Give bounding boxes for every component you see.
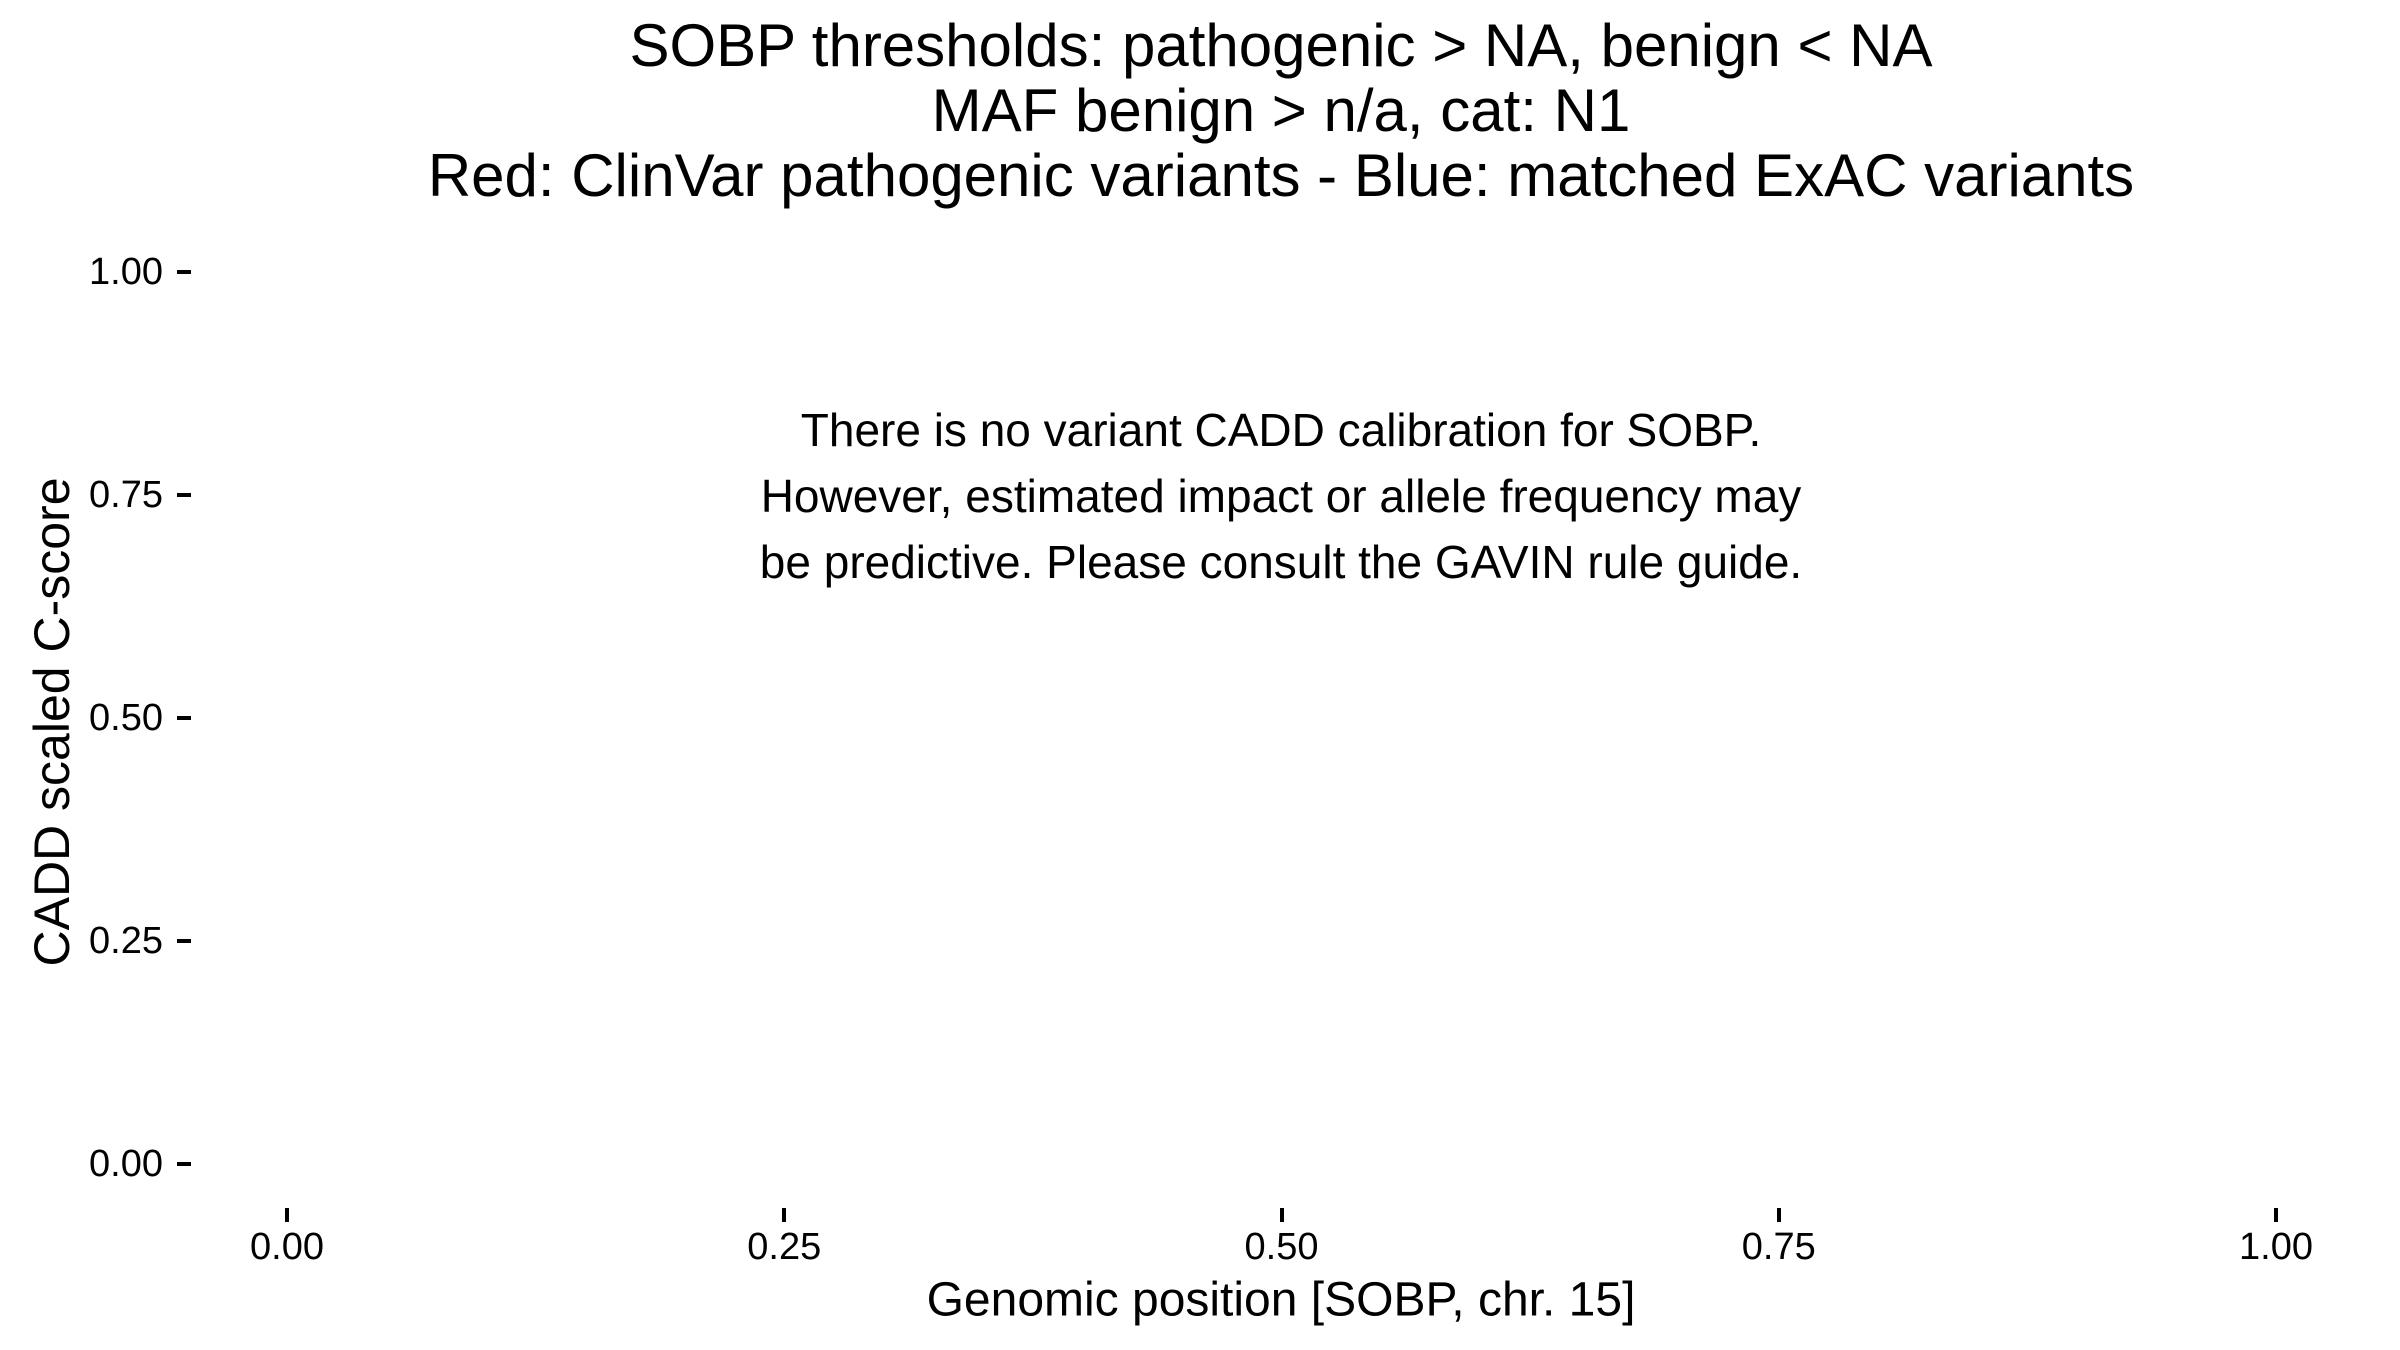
y-tick-label: 0.00 — [89, 1143, 163, 1185]
x-tick-mark — [1777, 1208, 1781, 1222]
y-tick-label: 0.25 — [89, 920, 163, 962]
y-tick-mark — [177, 716, 191, 720]
x-tick-label: 0.25 — [747, 1226, 822, 1268]
plot-panel — [187, 227, 2376, 1209]
x-tick-mark — [1280, 1208, 1284, 1222]
plot-annotation-line-1: There is no variant CADD calibration for SOBP. — [800, 404, 1762, 456]
chart-title-line-1: SOBP thresholds: pathogenic > NA, benign < NA — [629, 12, 1933, 79]
x-tick-mark — [285, 1208, 289, 1222]
y-tick-label: 0.50 — [89, 697, 163, 739]
y-axis-title: CADD scaled C-score — [24, 477, 80, 967]
x-tick-mark — [782, 1208, 786, 1222]
plot-annotation-line-3: be predictive. Please consult the GAVIN rule guide. — [759, 536, 1803, 588]
x-tick-label: 0.50 — [1244, 1226, 1319, 1268]
y-tick-mark — [177, 1162, 191, 1166]
chart-title-line-3: Red: ClinVar pathogenic variants - Blue: matched ExAC variants — [427, 142, 2135, 209]
y-tick-label: 1.00 — [89, 251, 163, 293]
chart-title — [187, 13, 2375, 208]
y-tick-mark — [177, 493, 191, 497]
plot-annotation — [187, 397, 2375, 595]
x-axis-title: Genomic position [SOBP, chr. 15] — [926, 1273, 1636, 1327]
plot-annotation-line-2: However, estimated impact or allele frequency may — [760, 470, 1802, 522]
y-tick-mark — [177, 270, 191, 274]
x-tick-label: 1.00 — [2239, 1226, 2313, 1268]
y-tick-label: 0.75 — [89, 474, 163, 516]
x-tick-mark — [2274, 1208, 2278, 1222]
y-tick-mark — [177, 939, 191, 943]
chart-title-line-2: MAF benign > n/a, cat: N1 — [931, 77, 1631, 144]
x-tick-label: 0.00 — [250, 1226, 324, 1268]
x-tick-label: 0.75 — [1741, 1226, 1816, 1268]
